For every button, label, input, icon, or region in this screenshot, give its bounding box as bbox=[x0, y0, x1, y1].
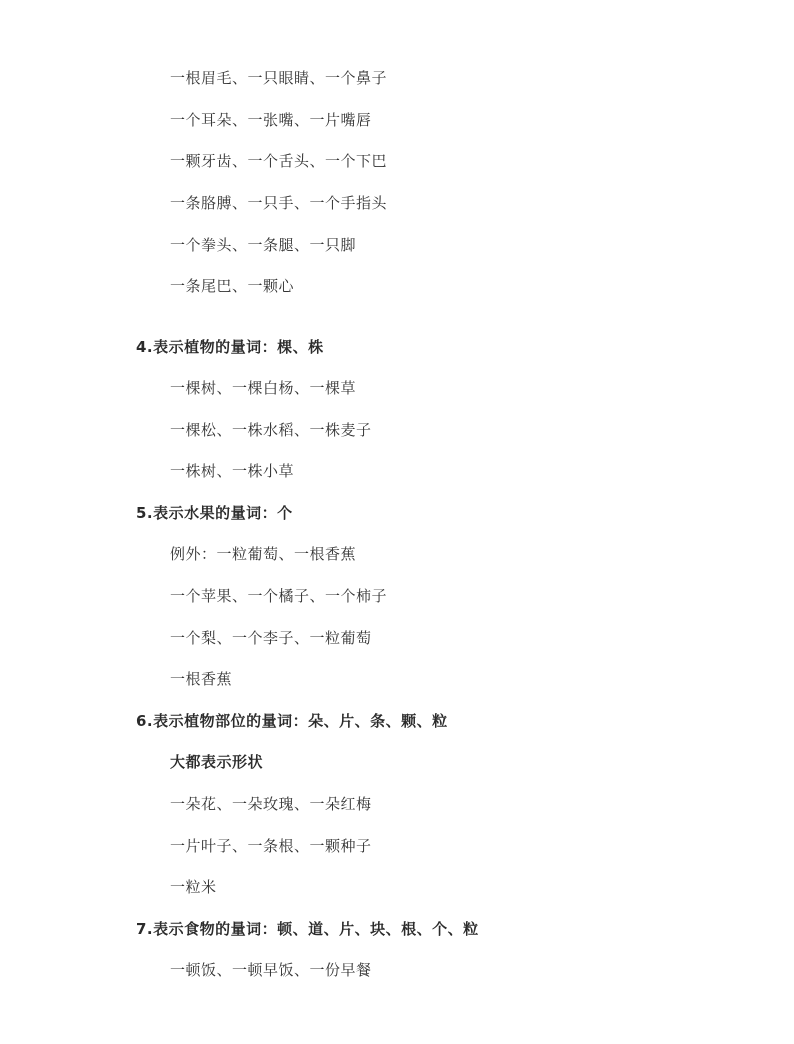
section-7-heading: 7.表示食物的量词：顿、道、片、块、根、个、粒 bbox=[136, 920, 479, 938]
text-line: 例外：一粒葡萄、一根香蕉 bbox=[170, 545, 357, 563]
text-line: 一个苹果、一个橘子、一个柿子 bbox=[170, 587, 388, 605]
text-line: 一株树、一株小草 bbox=[170, 462, 295, 480]
section-6-subheading: 大都表示形状 bbox=[170, 753, 264, 771]
text-line: 一条尾巴、一颗心 bbox=[170, 277, 295, 295]
text-line: 一棵树、一棵白杨、一棵草 bbox=[170, 379, 357, 397]
text-line: 一朵花、一朵玫瑰、一朵红梅 bbox=[170, 795, 372, 813]
text-line: 一个拳头、一条腿、一只脚 bbox=[170, 236, 357, 254]
text-line: 一根眉毛、一只眼睛、一个鼻子 bbox=[170, 69, 388, 87]
text-line: 一片叶子、一条根、一颗种子 bbox=[170, 837, 372, 855]
text-line: 一个梨、一个李子、一粒葡萄 bbox=[170, 629, 372, 647]
text-line: 一个耳朵、一张嘴、一片嘴唇 bbox=[170, 111, 372, 129]
text-line: 一条胳膊、一只手、一个手指头 bbox=[170, 194, 388, 212]
text-line: 一棵松、一株水稻、一株麦子 bbox=[170, 421, 372, 439]
text-line: 一根香蕉 bbox=[170, 670, 233, 688]
text-line: 一粒米 bbox=[170, 878, 217, 896]
text-line: 一顿饭、一顿早饭、一份早餐 bbox=[170, 961, 372, 979]
text-line: 一颗牙齿、一个舌头、一个下巴 bbox=[170, 152, 388, 170]
section-5-heading: 5.表示水果的量词：个 bbox=[136, 504, 293, 522]
section-6-heading: 6.表示植物部位的量词：朵、片、条、颗、粒 bbox=[136, 712, 448, 730]
section-4-heading: 4.表示植物的量词：棵、株 bbox=[136, 338, 324, 356]
